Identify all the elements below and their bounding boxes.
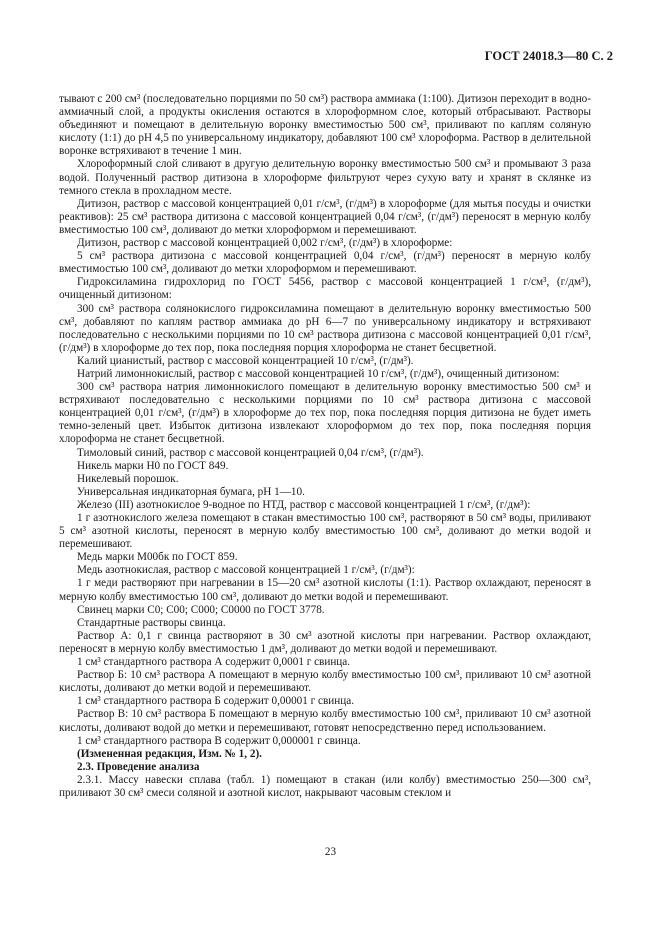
paragraph: Хлороформный слой сливают в другую делительную воронку вместимостью 500 см³ и промывают 3 раза водой. Полученный раствор дитизона в хлороформе фильтруют через сухую вату и хранят в склянке из темного стекла в прохладном месте. <box>59 158 591 197</box>
paragraph: Дитизон, раствор с массовой концентрацией 0,002 г/см³, (г/дм³) в хлороформе: <box>77 237 453 250</box>
paragraph: Раствор В: 10 см³ раствора Б помещают в мерную колбу вместимостью 100 см³, приливают 10 см³ азотной кислоты, доливают водой до метки и перемешивают, готовят непосредственно перед использованием. <box>59 708 591 734</box>
paragraph: Универсальная индикаторная бумага, pH 1—10. <box>77 485 305 498</box>
paragraph: (Измененная редакция, Изм. № 1, 2). <box>77 747 262 760</box>
paragraph: 5 см³ раствора дитизона с массовой концентрацией 0,04 г/см³, (г/дм³) переносят в мерную колбу вместимостью 100 см³, доливают до метки хлороформом и перемешивают. <box>59 250 591 276</box>
page-number: 23 <box>324 846 337 858</box>
paragraph: Дитизон, раствор с массовой концентрацией 0,01 г/см³, (г/дм³) в хлороформе (для мытья посуды и очистки реактивов): 25 см³ раствора дитизона с массовой концентрацией 0,04 г/см³, (г/дм³) переносят в мерную колбу вместимостью 100 см³, доливают до метки хлороформом и перемешивают. <box>59 197 591 236</box>
paragraph: 1 г меди растворяют при нагревании в 15—20 см³ азотной кислоты (1:1). Раствор охлаждают, переносят в мерную колбу вместимостью 100 см³, доливают до метки водой и перемешивают. <box>59 577 591 603</box>
paragraph: Никель марки Н0 по ГОСТ 849. <box>77 459 229 472</box>
paragraph: Раствор А: 0,1 г свинца растворяют в 30 см³ азотной кислоты при нагревании. Раствор охлаждают, переносят в мерную колбу вместимостью 1 дм³, доливают до метки водой и перемешивают. <box>59 629 591 655</box>
paragraph: 2.3. Проведение анализа <box>77 760 200 773</box>
paragraph: Медь азотнокислая, раствор с массовой концентрацией 1 г/см³, (г/дм³): <box>77 564 415 577</box>
paragraph: Стандартные растворы свинца. <box>77 616 226 629</box>
paragraph: Калий цианистый, раствор с массовой концентрацией 10 г/см³, (г/дм³). <box>77 354 414 367</box>
paragraph: 2.3.1. Массу навески сплава (табл. 1) помещают в стакан (или колбу) вместимостью 250—300 см³, приливают 30 см³ смеси соляной и азотной кислот, накрывают часовым стеклом и <box>59 773 591 799</box>
paragraph: Медь марки М00бк по ГОСТ 859. <box>77 551 238 564</box>
paragraph: Раствор Б: 10 см³ раствора А помещают в мерную колбу вместимостью 100 см³, приливают 10 см³ азотной кислоты, доливают до метки водой и перемешивают. <box>59 669 591 695</box>
paragraph: Никелевый порошок. <box>77 472 179 485</box>
paragraph: Свинец марки С0; С00; С000; С0000 по ГОСТ 3778. <box>77 603 325 616</box>
paragraph: Железо (III) азотнокислое 9-водное по НТД, раствор с массовой концентрацией 1 г/см³, (г/дм³): <box>77 498 531 511</box>
paragraph: Натрий лимоннокислый, раствор с массовой концентрацией 10 г/см³, (г/дм³), очищенный дитизоном: <box>77 367 560 380</box>
paragraph: 1 см³ стандартного раствора Б содержит 0,00001 г свинца. <box>77 695 354 708</box>
paragraph: 300 см³ раствора солянокислого гидроксиламина помещают в делительную воронку вместимостью 500 см³, добавляют по каплям раствор аммиака до pH 6—7 по универсальному индикатору и встряхивают последовательно с несколькими порциями по 10 см³ раствора дитизона с массовой концентрацией 0,01 г/см³, (г/дм³) в хлороформе до тех пор, пока последняя порция хлороформа не станет бесцветной. <box>59 302 591 354</box>
paragraph: 1 см³ стандартного раствора А содержит 0,0001 г свинца. <box>77 656 351 669</box>
paragraph: Тимоловый синий, раствор с массовой концентрацией 0,04 г/см³, (г/дм³). <box>77 446 424 459</box>
paragraph: 1 г азотнокислого железа помещают в стакан вместимостью 100 см³, растворяют в 50 см³ воды, приливают 5 см³ азотной кислоты, переносят в мерную колбу вместимостью 100 см³, доливают до метки водой и перемешивают. <box>59 512 591 551</box>
paragraph: 300 см³ раствора натрия лимоннокислого помещают в делительную воронку вместимостью 500 см³ и встряхивают последовательно с несколькими порциями по 10 см³ раствора дитизона с массовой концентрацией 0,01 г/см³, (г/дм³) в хлороформе до тех пор, пока последняя порция дитизона не будет иметь темно-зеленый цвет. Избыток дитизона извлекают хлороформом до тех пор, пока последняя порция хлороформа не станет бесцветной. <box>59 381 591 446</box>
paragraph: 1 см³ стандартного раствора В содержит 0,000001 г свинца. <box>77 734 361 747</box>
running-header: ГОСТ 24018.3—80 С. 2 <box>484 49 613 63</box>
document-body <box>59 93 591 800</box>
paragraph: Гидроксиламина гидрохлорид по ГОСТ 5456, раствор с массовой концентрацией 1 г/см³, (г/дм³), очищенный дитизоном: <box>59 276 591 302</box>
paragraph: тывают с 200 см³ (последовательно порциями по 50 см³) раствора аммиака (1:100). Дитизон переходит в водно-аммиачный слой, а продукты окисления остаются в хлороформном слое, который отбрасывают. Растворы объединяют и помещают в делительную воронку вместимостью 500 см³, приливают по каплям соляную кислоту (1:1) до pH 4,5 по универсальному индикатору, добавляют 100 см³ хлороформа. Раствор в делительной воронке встряхивают в течение 1 мин. <box>59 93 591 158</box>
